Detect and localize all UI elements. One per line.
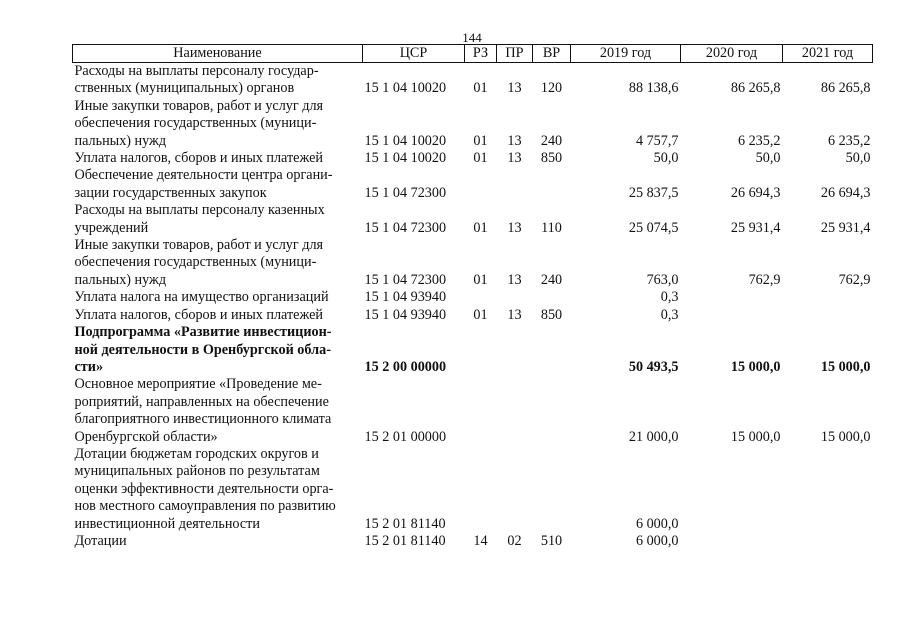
row-name [73,307,363,324]
cell-csr: 15 1 04 10020 [364,132,447,149]
cell-csr: 15 1 04 72300 [364,271,447,288]
row-name-line: Иные закупки товаров, работ и услуг для [74,237,324,254]
cell-vr: 850 [540,150,563,167]
cell-y2020: 25 931,4 [730,219,781,236]
cell-y2020: 6 235,2 [737,132,781,149]
cell-y2020: 26 694,3 [730,184,781,201]
table-row [73,307,873,324]
cell-vr: 510 [540,532,563,549]
cell-rz: 01 [473,271,488,288]
row-name-line: Уплата налога на имущество организаций [74,289,329,306]
cell-y2019: 0,3 [660,289,679,306]
row-name-line: Подпрограмма «Развитие инвестицион- [74,324,332,341]
cell-vr [533,167,571,202]
header-vr: ВР [533,45,571,63]
cell-y2020: 50,0 [755,150,781,167]
row-name [73,376,363,446]
cell-y2020 [681,307,783,324]
cell-rz: 01 [473,80,488,97]
table-row [73,533,873,550]
cell-rz [465,446,497,533]
cell-vr: 110 [541,219,562,236]
row-name-line: Уплата налогов, сборов и иных платежей [74,150,323,167]
cell-y2019: 4 757,7 [635,132,679,149]
header-rz: РЗ [465,45,497,63]
table-body [73,63,873,551]
row-name-line: Обеспечение деятельности центра органи- [74,167,333,184]
table-row [73,324,873,376]
cell-y2020 [681,446,783,533]
header-pr: ПР [497,45,533,63]
header-2020: 2020 год [681,45,783,63]
cell-y2019: 25 074,5 [628,219,679,236]
row-name [73,167,363,202]
row-name-line: Оренбургской области» [74,428,218,445]
cell-y2021 [783,533,873,550]
cell-y2019: 88 138,6 [628,80,679,97]
row-name-line: муниципальных районов по результатам [74,463,320,480]
cell-pr: 13 [507,80,522,97]
table-row [73,202,873,237]
page-number: 144 [462,30,482,45]
row-name-line: нов местного самоуправления по развитию [74,498,336,515]
cell-csr: 15 2 00 00000 [364,358,447,375]
table-row [73,376,873,446]
row-name [73,533,363,550]
cell-pr: 13 [507,150,522,167]
row-name-line: благоприятного инвестиционного климата [74,411,332,428]
cell-csr: 15 1 04 93940 [364,289,447,306]
cell-y2021: 15 000,0 [820,358,871,375]
cell-y2021: 50,0 [845,150,871,167]
cell-y2021 [783,289,873,306]
cell-y2020: 762,9 [748,271,781,288]
row-name-line: учреждений [74,219,149,236]
cell-y2020: 15 000,0 [730,358,781,375]
cell-y2020 [681,533,783,550]
cell-rz [465,167,497,202]
cell-rz: 01 [473,306,488,323]
row-name-line: Уплата налогов, сборов и иных платежей [74,306,323,323]
cell-csr: 15 1 04 72300 [364,219,447,236]
cell-rz: 14 [473,532,488,549]
cell-y2021: 15 000,0 [820,428,871,445]
cell-csr: 15 2 01 81140 [364,532,446,549]
table-row [73,446,873,533]
cell-pr: 13 [507,219,522,236]
row-name [73,150,363,167]
row-name-line: зации государственных закупок [74,184,267,201]
cell-y2019: 50,0 [653,150,679,167]
cell-csr: 15 2 01 81140 [364,515,446,532]
row-name-line: оценки эффективности деятельности орга- [74,480,334,497]
row-name [73,324,363,376]
cell-csr: 15 1 04 10020 [364,80,447,97]
row-name-line: Основное мероприятие «Проведение ме- [74,376,322,393]
header-2021: 2021 год [783,45,873,63]
cell-vr: 120 [540,80,563,97]
cell-csr: 15 1 04 93940 [364,306,447,323]
cell-vr [533,289,571,306]
cell-pr: 13 [507,306,522,323]
cell-vr [533,376,571,446]
row-name [73,237,363,289]
table-row [73,98,873,150]
row-name [73,98,363,150]
table-row [73,289,873,306]
cell-y2019: 21 000,0 [628,428,679,445]
cell-pr [497,289,533,306]
cell-y2021 [783,446,873,533]
cell-csr: 15 1 04 10020 [364,150,447,167]
cell-pr: 13 [507,132,522,149]
table-row [73,167,873,202]
row-name-line: обеспечения государственных (муници- [74,254,317,271]
cell-rz [465,324,497,376]
row-name-line: сти» [74,358,104,375]
cell-y2019: 0,3 [660,306,679,323]
cell-y2021: 86 265,8 [820,80,871,97]
row-name-line: Дотации бюджетам городских округов и [74,445,319,462]
cell-pr [497,324,533,376]
table-row [73,150,873,167]
row-name-line: пальных) нужд [74,132,167,149]
cell-rz [465,376,497,446]
row-name-line: пальных) нужд [74,271,167,288]
cell-pr [497,167,533,202]
cell-rz: 01 [473,150,488,167]
table-header-row [73,45,873,63]
cell-csr: 15 1 04 72300 [364,184,447,201]
row-name-line: роприятий, направленных на обеспечение [74,393,329,410]
cell-y2021 [783,307,873,324]
row-name-line: ной деятельности в Оренбургской обла- [74,341,331,358]
table-row [73,237,873,289]
header-2019: 2019 год [571,45,681,63]
row-name [73,289,363,306]
cell-y2020 [681,289,783,306]
cell-vr [533,446,571,533]
cell-y2021: 26 694,3 [820,184,871,201]
cell-csr: 15 2 01 00000 [364,428,447,445]
cell-y2019: 763,0 [646,271,679,288]
cell-y2020: 15 000,0 [730,428,781,445]
row-name-line: Расходы на выплаты персоналу государ- [74,63,319,79]
row-name-line: инвестиционной деятельности [74,515,260,532]
cell-pr: 02 [507,532,522,549]
cell-y2021: 6 235,2 [827,132,871,149]
row-name-line: Иные закупки товаров, работ и услуг для [74,97,324,114]
cell-vr [533,324,571,376]
row-name-line: обеспечения государственных (муници- [74,115,317,132]
row-name [73,446,363,533]
cell-vr: 240 [540,271,563,288]
row-name [73,63,363,98]
cell-pr [497,446,533,533]
cell-rz: 01 [473,132,488,149]
cell-y2020: 86 265,8 [730,80,781,97]
cell-y2019: 6 000,0 [635,515,679,532]
cell-y2021: 25 931,4 [820,219,871,236]
cell-rz: 01 [473,219,488,236]
budget-table [72,44,873,550]
cell-y2019: 25 837,5 [628,184,679,201]
header-csr: ЦСР [363,45,465,63]
cell-y2019: 50 493,5 [628,358,679,375]
table-row [73,63,873,98]
cell-pr [497,376,533,446]
cell-y2021: 762,9 [838,271,871,288]
cell-vr: 850 [540,306,563,323]
cell-pr: 13 [507,271,522,288]
row-name [73,202,363,237]
header-name: Наименование [73,45,363,63]
cell-vr: 240 [540,132,563,149]
cell-y2019: 6 000,0 [635,532,679,549]
cell-rz [465,289,497,306]
row-name-line: Расходы на выплаты персоналу казенных [74,202,325,219]
row-name-line: Дотации [74,532,127,549]
row-name-line: ственных (муниципальных) органов [74,80,295,97]
